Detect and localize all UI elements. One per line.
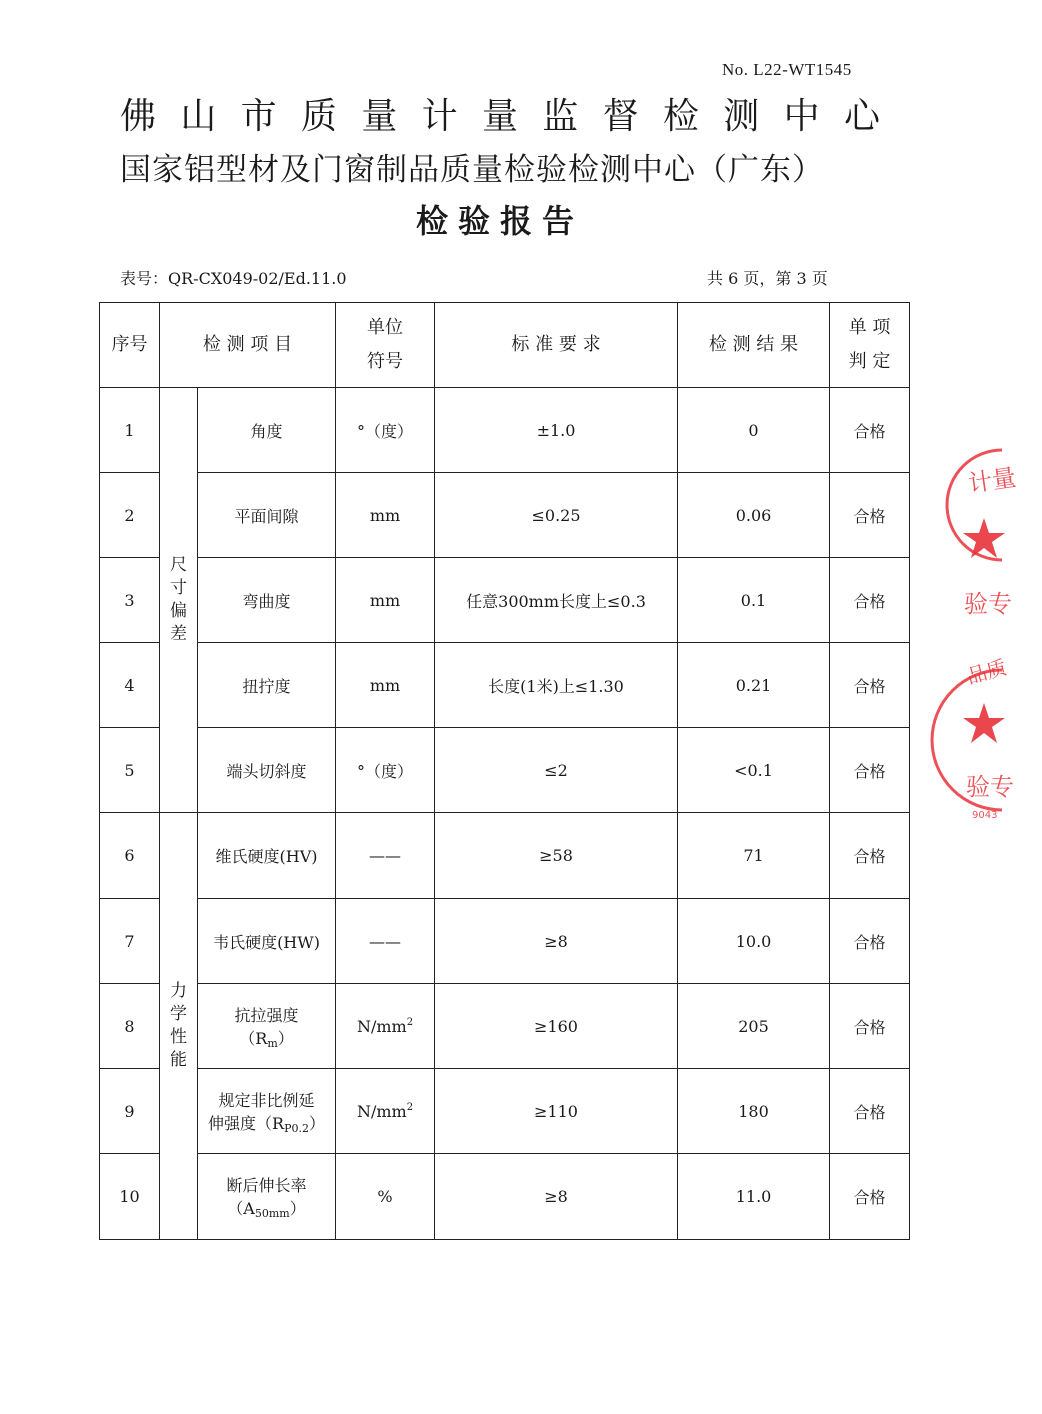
header-unit	[336, 303, 435, 388]
row-judge: 合格	[830, 1069, 910, 1154]
unit-text: N/mm	[356, 1016, 407, 1036]
stamp-text: 验专	[964, 590, 1012, 618]
row-result: <0.1	[678, 728, 830, 813]
group-char: 差	[170, 624, 187, 644]
row-seq: 4	[100, 643, 160, 728]
table-row	[100, 899, 910, 984]
title-char: 测	[723, 96, 760, 137]
unit-superscript: 2	[406, 1101, 414, 1113]
group-char: 尺	[170, 555, 187, 575]
row-seq: 5	[100, 728, 160, 813]
row-judge: 合格	[830, 728, 910, 813]
row-result: 11.0	[678, 1154, 830, 1240]
table-row	[100, 813, 910, 899]
table-row	[100, 984, 910, 1069]
row-standard: 长度(1米)上≤1.30	[435, 643, 678, 728]
row-unit	[336, 1069, 435, 1154]
item-subscript: m	[267, 1036, 278, 1050]
row-unit: mm	[336, 473, 435, 558]
group-char: 力	[170, 981, 187, 1001]
row-standard: ≥8	[435, 899, 678, 984]
row-item-line2	[198, 1026, 335, 1050]
row-judge: 合格	[830, 813, 910, 899]
row-judge: 合格	[830, 473, 910, 558]
row-seq: 8	[100, 984, 160, 1069]
row-item-line2	[198, 1111, 335, 1135]
group-char: 学	[170, 1004, 187, 1024]
row-item: 角度	[198, 388, 336, 473]
title-char: 量	[481, 96, 518, 137]
table-header-row	[100, 303, 910, 388]
title-char: 监	[542, 96, 579, 137]
row-judge: 合格	[830, 899, 910, 984]
row-item	[198, 1069, 336, 1154]
title-char: 质	[300, 96, 337, 137]
group-char: 能	[170, 1050, 187, 1070]
header-item: 检 测 项 目	[160, 303, 336, 388]
header-judge-line1: 单 项	[848, 317, 891, 338]
row-standard: ≥8	[435, 1154, 678, 1240]
row-seq: 10	[100, 1154, 160, 1240]
row-standard: ≥110	[435, 1069, 678, 1154]
row-standard: ≥160	[435, 984, 678, 1069]
header-unit-line2: 符号	[367, 351, 404, 372]
inspection-table	[99, 302, 910, 1240]
stamp-text: 品质	[964, 655, 1010, 689]
inspection-seal-stamp	[962, 440, 1042, 820]
item-text: ）	[289, 1199, 306, 1218]
header-unit-line1: 单位	[367, 317, 404, 338]
item-text: 伸强度（R	[208, 1113, 285, 1133]
report-number: No. L22-WT1545	[722, 60, 852, 79]
row-judge: 合格	[830, 388, 910, 473]
row-standard: ≤0.25	[435, 473, 678, 558]
row-result: 0.1	[678, 558, 830, 643]
row-unit: ——	[336, 899, 435, 984]
header-judge	[830, 303, 910, 388]
row-seq: 7	[100, 899, 160, 984]
item-subscript: 50mm	[254, 1207, 290, 1220]
table-row	[100, 558, 910, 643]
row-result: 0.21	[678, 643, 830, 728]
item-text: （A	[227, 1199, 255, 1218]
table-row	[100, 1154, 910, 1240]
table-row	[100, 388, 910, 473]
title-char: 佛	[120, 96, 157, 137]
row-unit: mm	[336, 643, 435, 728]
stamp-text: 计量	[966, 463, 1018, 498]
title-char: 市	[240, 96, 277, 137]
row-standard: ±1.0	[435, 388, 678, 473]
institution-title	[120, 88, 880, 139]
row-unit: %	[336, 1154, 435, 1240]
group-char: 性	[170, 1027, 187, 1047]
row-unit	[336, 984, 435, 1069]
title-char: 检	[662, 96, 699, 137]
row-result: 10.0	[678, 899, 830, 984]
title-char: 计	[421, 96, 458, 137]
row-item: 韦氏硬度(HW)	[198, 899, 336, 984]
stamp-text: 9043	[972, 810, 998, 821]
row-standard: ≤2	[435, 728, 678, 813]
table-row	[100, 643, 910, 728]
report-title: 检验报告	[415, 202, 584, 240]
row-standard: 任意300mm长度上≤0.3	[435, 558, 678, 643]
header-result: 检 测 结 果	[678, 303, 830, 388]
row-result: 71	[678, 813, 830, 899]
table-row	[100, 728, 910, 813]
title-char: 山	[180, 96, 217, 137]
row-seq: 2	[100, 473, 160, 558]
title-char: 中	[783, 96, 820, 137]
form-number: 表号：QR-CX049-02/Ed.11.0	[120, 269, 347, 288]
row-item-line1: 断后伸长率	[226, 1176, 307, 1195]
row-result: 180	[678, 1069, 830, 1154]
page-indicator: 共 6 页，第 3 页	[707, 269, 828, 288]
row-unit: °（度）	[336, 728, 435, 813]
item-subscript: P0.2	[284, 1121, 309, 1135]
row-item-line1: 规定非比例延	[218, 1090, 315, 1110]
row-unit: mm	[336, 558, 435, 643]
row-item: 扭拧度	[198, 643, 336, 728]
row-standard: ≥58	[435, 813, 678, 899]
row-item	[198, 984, 336, 1069]
row-item: 维氏硬度(HV)	[198, 813, 336, 899]
row-seq: 6	[100, 813, 160, 899]
row-seq: 3	[100, 558, 160, 643]
row-judge: 合格	[830, 1154, 910, 1240]
table-row	[100, 473, 910, 558]
item-text: ）	[277, 1028, 294, 1048]
row-item: 平面间隙	[198, 473, 336, 558]
row-item: 弯曲度	[198, 558, 336, 643]
row-unit: °（度）	[336, 388, 435, 473]
group-dimension-deviation	[160, 388, 198, 813]
row-item-line2	[198, 1196, 335, 1220]
row-item: 端头切斜度	[198, 728, 336, 813]
row-unit: ——	[336, 813, 435, 899]
group-char: 寸	[170, 578, 187, 598]
row-judge: 合格	[830, 643, 910, 728]
item-text: ）	[308, 1113, 325, 1133]
center-title: 国家铝型材及门窗制品质量检验检测中心（广东）	[120, 152, 824, 188]
row-seq: 9	[100, 1069, 160, 1154]
group-char: 偏	[170, 601, 187, 621]
row-judge: 合格	[830, 558, 910, 643]
row-seq: 1	[100, 388, 160, 473]
item-text: （R	[239, 1028, 268, 1048]
header-standard: 标 准 要 求	[435, 303, 678, 388]
row-result: 205	[678, 984, 830, 1069]
row-item-line1: 抗拉强度	[234, 1005, 299, 1025]
row-result: 0	[678, 388, 830, 473]
header-seq: 序号	[100, 303, 160, 388]
title-char: 量	[361, 96, 398, 137]
title-char: 督	[602, 96, 639, 137]
group-mechanical-properties	[160, 813, 198, 1240]
row-item	[198, 1154, 336, 1240]
title-char: 心	[843, 96, 880, 137]
row-judge: 合格	[830, 984, 910, 1069]
unit-superscript: 2	[406, 1016, 414, 1028]
stamp-text: 验专	[966, 773, 1014, 801]
row-result: 0.06	[678, 473, 830, 558]
header-judge-line2: 判 定	[848, 351, 891, 372]
table-row	[100, 1069, 910, 1154]
unit-text: N/mm	[356, 1101, 407, 1121]
